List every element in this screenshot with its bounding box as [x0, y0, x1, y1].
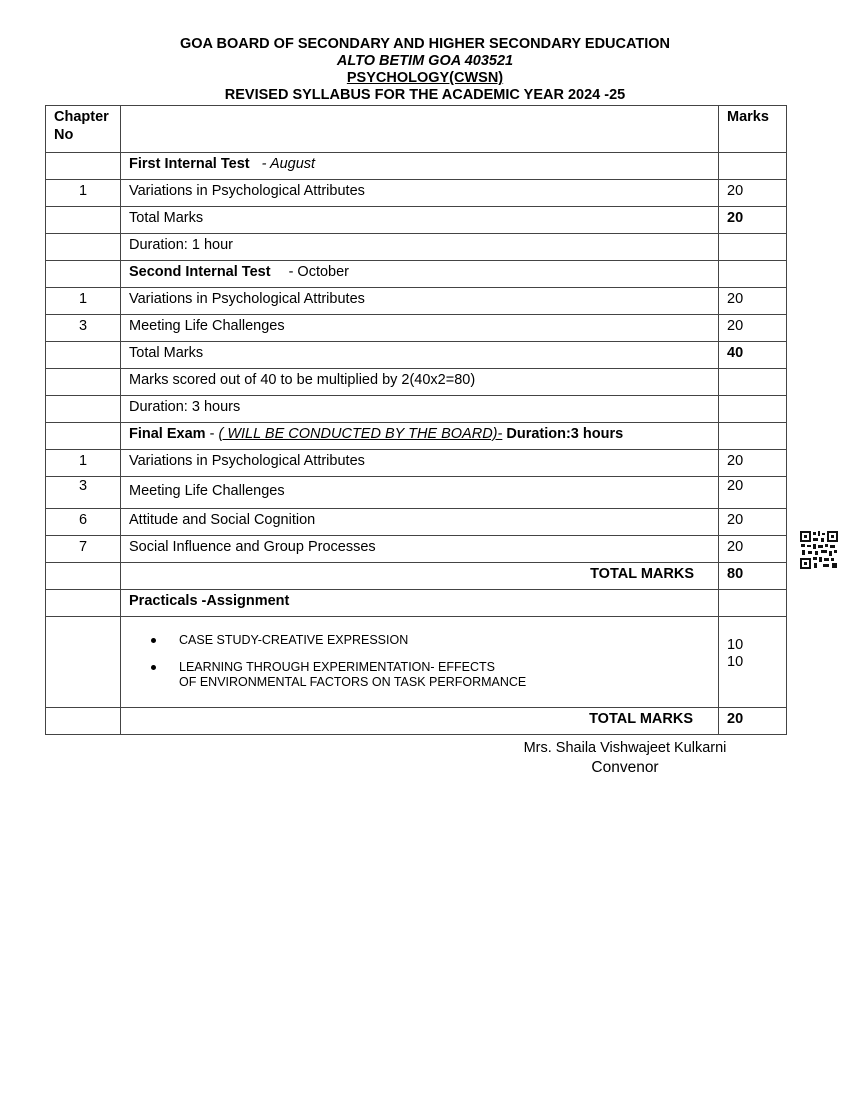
board-name: GOA BOARD OF SECONDARY AND HIGHER SECONDARY EDUCATION [179, 36, 671, 52]
final-exam-title: Final Exam [129, 426, 206, 442]
topic: Meeting Life Challenges [129, 318, 285, 334]
total-label: Total Marks [129, 345, 204, 361]
topic-column-header [121, 106, 719, 153]
topic: Meeting Life Challenges [129, 483, 285, 499]
topic: Variations in Psychological Attributes [129, 291, 365, 307]
practical-item-line1: LEARNING THROUGH EXPERIMENTATION- EFFECTS [179, 660, 495, 674]
table-row [46, 450, 787, 477]
duration: Duration: 1 hour [129, 237, 233, 253]
list-item [151, 633, 710, 648]
chapter-number: 1 [78, 183, 88, 199]
marks: 20 [727, 453, 744, 469]
chapter-column-header: Chapter No [46, 106, 121, 153]
practicals-title: Practicals -Assignment [129, 593, 290, 609]
table-row [46, 315, 787, 342]
signatory-role: Convenor [591, 759, 659, 776]
table-row [46, 563, 787, 590]
signature-block [470, 738, 780, 778]
table-row [46, 180, 787, 207]
syllabus-title: REVISED SYLLABUS FOR THE ACADEMIC YEAR 2024 -25 [224, 87, 626, 103]
practical-item: CASE STUDY-CREATIVE EXPRESSION [179, 633, 409, 647]
table-row [46, 477, 787, 509]
table-row [46, 234, 787, 261]
topic: Variations in Psychological Attributes [129, 183, 365, 199]
table-row [46, 207, 787, 234]
table-row [46, 617, 787, 708]
chapter-number: 3 [78, 478, 88, 494]
chapter-number: 1 [78, 291, 88, 307]
table-header-row [46, 106, 787, 153]
subject-title: PSYCHOLOGY(CWSN) [346, 70, 504, 86]
board-conducted-note: ( WILL BE CONDUCTED BY THE BOARD)- [218, 426, 503, 442]
qr-code-icon [799, 530, 839, 570]
second-test-month: - October [288, 264, 350, 280]
table-row [46, 153, 787, 180]
table-row [46, 288, 787, 315]
final-exam-duration: Duration:3 hours [506, 426, 624, 442]
final-exam-dash: - [209, 426, 215, 442]
total-marks: 80 [727, 566, 744, 582]
chapter-number: 7 [78, 539, 88, 555]
marks: 10 [727, 637, 744, 653]
chapter-number: 6 [78, 512, 88, 528]
chapter-number: 3 [78, 318, 88, 334]
bullet-icon [151, 638, 156, 643]
duration: Duration: 3 hours [129, 399, 241, 415]
practical-item-line2: OF ENVIRONMENTAL FACTORS ON TASK PERFORMANCE [179, 675, 527, 689]
topic: Attitude and Social Cognition [129, 512, 316, 528]
marks: 20 [727, 291, 744, 307]
first-test-month: - August [261, 156, 316, 172]
marks-column-header: Marks [719, 106, 787, 153]
multiplier-note: Marks scored out of 40 to be multiplied by 2(40x2=80) [129, 372, 476, 388]
marks: 20 [727, 318, 744, 334]
bullet-icon [151, 665, 156, 670]
table-row [46, 423, 787, 450]
practicals-list [129, 633, 710, 690]
table-row [46, 261, 787, 288]
signatory-name: Mrs. Shaila Vishwajeet Kulkarni [523, 740, 727, 756]
table-row [46, 536, 787, 563]
marks: 20 [727, 183, 744, 199]
board-address: ALTO BETIM GOA 403521 [336, 53, 514, 69]
total-marks: 20 [727, 711, 744, 727]
table-row [46, 509, 787, 536]
chapter-number: 1 [78, 453, 88, 469]
list-item [151, 660, 710, 690]
second-test-title: Second Internal Test [129, 264, 271, 280]
table-row [46, 342, 787, 369]
marks: 20 [727, 539, 744, 555]
table-row [46, 590, 787, 617]
topic: Social Influence and Group Processes [129, 539, 376, 555]
table-row [46, 396, 787, 423]
table-row [46, 369, 787, 396]
document-header [0, 36, 850, 104]
topic: Variations in Psychological Attributes [129, 453, 365, 469]
first-test-title: First Internal Test [129, 156, 250, 172]
total-label: TOTAL MARKS [590, 566, 694, 582]
marks: 20 [727, 478, 744, 494]
syllabus-table [45, 105, 787, 735]
total-marks: 40 [727, 345, 744, 361]
table-row [46, 708, 787, 735]
total-label: Total Marks [129, 210, 204, 226]
total-label: TOTAL MARKS [589, 711, 693, 727]
marks: 20 [727, 512, 744, 528]
marks: 10 [727, 654, 744, 670]
total-marks: 20 [727, 210, 744, 226]
